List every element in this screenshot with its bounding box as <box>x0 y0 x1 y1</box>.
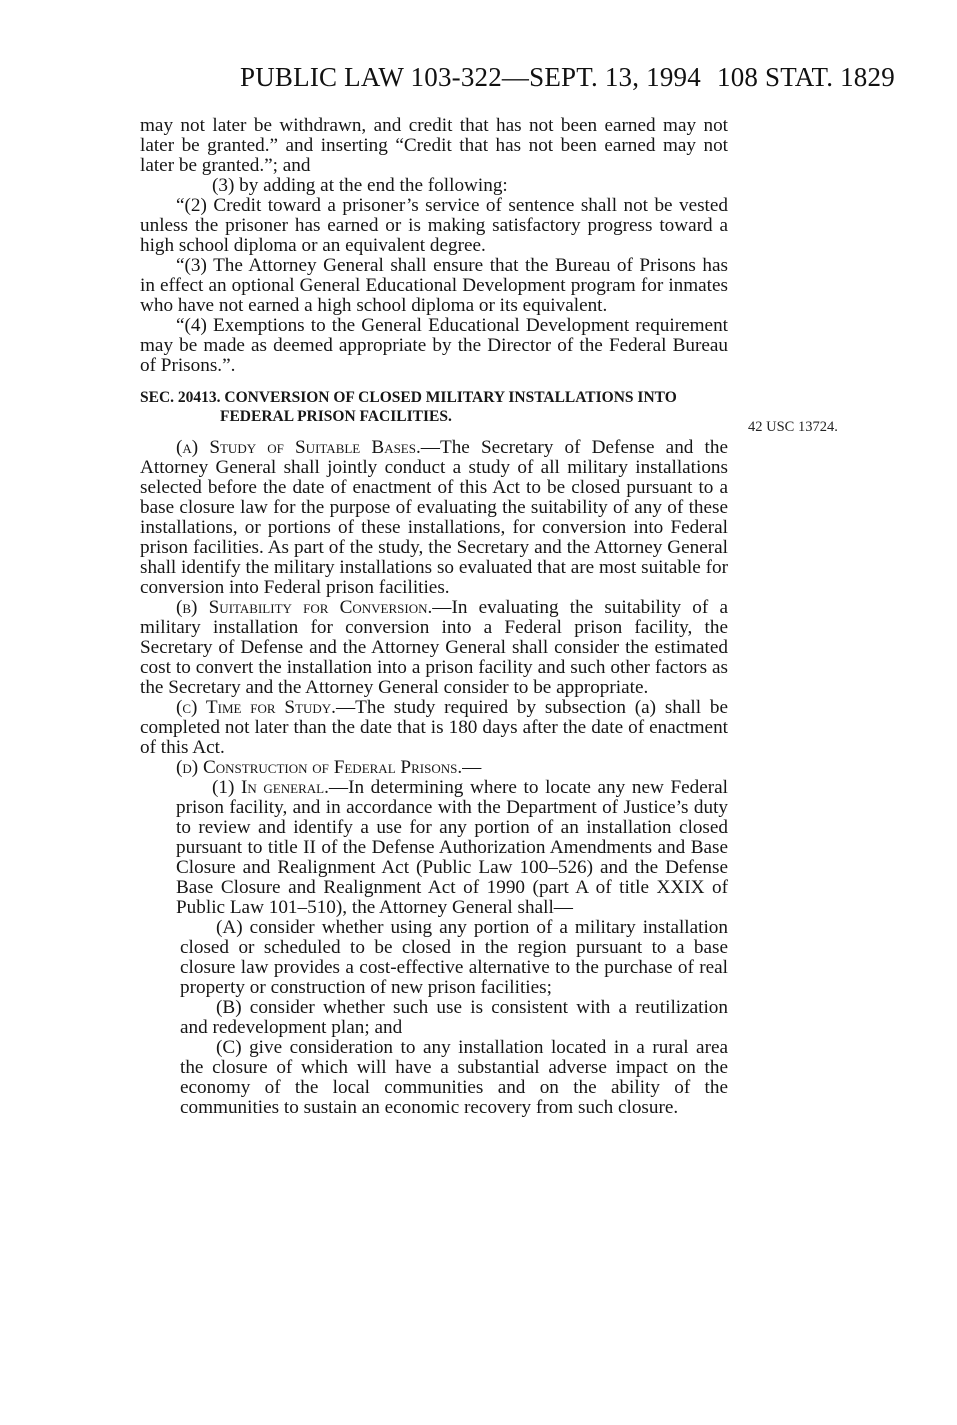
subparagraph-b: (B) consider whether such use is consistent with a reutilization and redevelopment plan; and <box>180 997 728 1038</box>
subsection-d-text: — <box>462 757 482 778</box>
subsection-a <box>140 438 728 598</box>
section-number: SEC. 20413. <box>140 389 221 406</box>
paragraph-d1 <box>140 778 728 918</box>
paragraph-item-3: (3) by adding at the end the following: <box>212 175 508 196</box>
paragraph-quoted-4: “(4) Exemptions to the General Educational Development requirement may be made as deemed appropriate by the Director of the Federal Bureau of Prisons.”. <box>140 315 728 376</box>
subparagraph-a: (A) consider whether using any portion of a military installation closed or scheduled to be closed in the region pursuant to a base closure law provides a cost-effective alternative to the purchase of real property or construction of new prison facilities; <box>180 917 728 998</box>
margin-citation: 42 USC 13724. <box>748 419 838 435</box>
paragraph-quoted-2: “(2) Credit toward a prisoner’s service of sentence shall not be vested unless the prisoner has earned or is making satisfactory progress toward a high school diploma or an equivalent degree. <box>140 195 728 256</box>
page-header-title: PUBLIC LAW 103-322—SEPT. 13, 1994 <box>240 62 701 92</box>
subparagraph-c: (C) give consideration to any installation located in a rural area the closure of which will have a substantial adverse impact on the economy of the local communities and on the ability of the communities to sustain an economic recovery from such closure. <box>180 1037 728 1118</box>
subsection-a-heading: (a) Study of Suitable Bases. <box>176 437 421 458</box>
paragraph-quoted-3: “(3) The Attorney General shall ensure that the Bureau of Prisons has in effect an optional General Educational Development program for inmates who have not earned a high school diploma or its equivalent. <box>140 255 728 316</box>
subsection-d <box>140 758 728 778</box>
subsection-c-heading: (c) Time for Study. <box>176 697 336 718</box>
body-text <box>140 116 728 1118</box>
paragraph-continued: may not later be withdrawn, and credit that has not been earned may not later be granted.” and inserting “Credit that has not been earned may not later be granted.”; and <box>140 115 728 176</box>
paragraph-d1-text: —In determining where to locate any new Federal prison facility, and in accordance with the Department of Justice’s duty to review and identify a use for any portion of an installation closed pursuant to title II of the Defense Authorization Amendments and Base Closure and Realignment Act (Public Law 100–526) and the Defense Base Closure and Realignment Act of 1990 (part A of title XXIX of Public Law 101–510), the Attorney General shall— <box>176 777 728 918</box>
section-title-line-2: FEDERAL PRISON FACILITIES. <box>220 408 452 425</box>
subsection-a-text: —The Secretary of Defense and the Attorney General shall jointly conduct a study of all military installations selected before the date of enactment of this Act to be closed pursuant to a base closure law for the purpose of evaluating the suitability of any of these installations, or portions of these installations, for conversion into Federal prison facilities. As part of the study, the Secretary and the Attorney General shall identify the military installations so evaluated that are most suitable for conversion into Federal prison facilities. <box>140 437 728 598</box>
subsection-c-text: —The study required by subsection (a) shall be completed not later than the date that is 180 days after the date of enactment of this Act. <box>140 697 728 758</box>
subsection-b-text: —In evaluating the suitability of a military installation for conversion into a Federal prison facility, the Secretary of Defense and the Attorney General shall consider the estimated cost to convert the installation into a prison facility and such other factors as the Secretary and the Attorney General consider to be appropriate. <box>140 597 728 698</box>
paragraph-d1-heading: (1) In general. <box>212 777 329 798</box>
subsection-b-heading: (b) Suitability for Conversion. <box>176 597 433 618</box>
page-header-stat: 108 STAT. 1829 <box>717 62 895 92</box>
section-heading <box>140 388 728 426</box>
subsection-b <box>140 598 728 698</box>
subsection-c <box>140 698 728 758</box>
subsection-d-heading: (d) Construction of Federal Prisons. <box>176 757 463 778</box>
section-title-line-1: CONVERSION OF CLOSED MILITARY INSTALLATIONS INTO <box>224 389 677 406</box>
